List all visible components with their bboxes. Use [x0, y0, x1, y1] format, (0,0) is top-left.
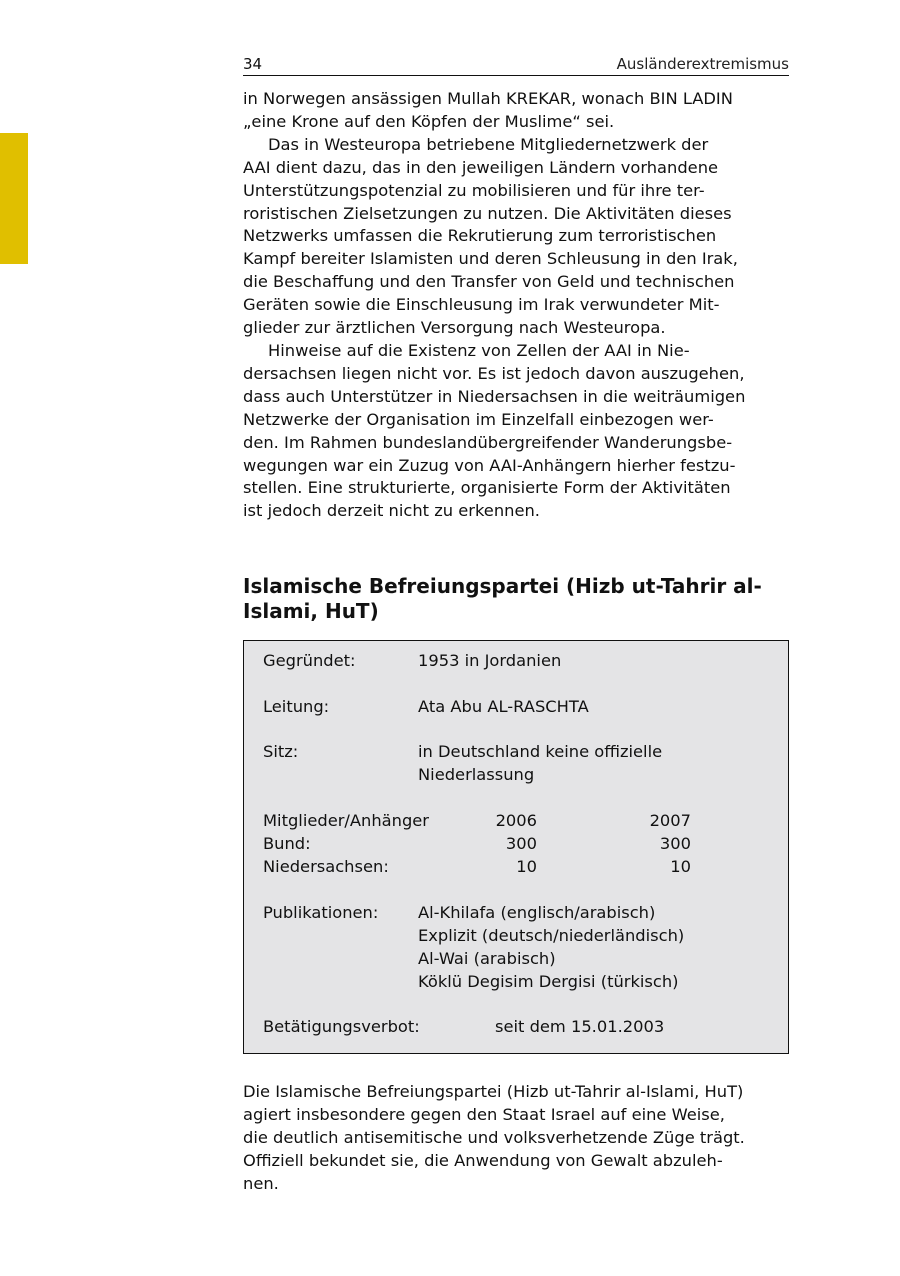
ban-label: Betätigungsverbot: — [263, 1017, 420, 1036]
running-title: Ausländerextremismus — [616, 55, 789, 73]
section-heading: Islamische Befreiungspartei (Hizb ut-Tahrir al- Islami, HuT) — [243, 574, 762, 623]
chapter-marker-tab — [0, 133, 28, 264]
leadership-value: Ata Abu AL-RASCHTA — [418, 697, 589, 716]
paragraph: in Norwegen ansässigen Mullah KREKAR, wonach BIN LADIN „eine Krone auf den Köpfen der Muslime“ sei. — [243, 89, 733, 131]
founded-label: Gegründet: — [263, 651, 356, 670]
members-row-value-2007: 300 — [659, 834, 691, 853]
founded-value: 1953 in Jordanien — [418, 651, 562, 670]
page-header — [243, 53, 789, 76]
members-row-value-2007: 10 — [670, 857, 691, 876]
members-row-value-2006: 10 — [516, 857, 537, 876]
members-year-2007: 2007 — [649, 811, 691, 830]
fact-box — [243, 640, 789, 1054]
outro-text — [243, 1081, 789, 1196]
members-row-value-2006: 300 — [505, 834, 537, 853]
members-label: Mitglieder/Anhänger — [263, 811, 430, 830]
seat-value: in Deutschland keine offizielle Niederlassung — [418, 742, 663, 784]
paragraph: Das in Westeuropa betriebene Mitgliedernetzwerk der AAI dient dazu, das in den jeweiligen Ländern vorhandene Unterstützungspotenzial zu mobilisieren und für ihre ter- roristischen Zielsetzungen zu nutzen. Die Aktivitäten dieses Netzwerks umfassen die Rekrutierung zum terroristischen Kampf bereiter Islamisten und deren Schleusung in den Irak, die Beschaffung und den Transfer von Geld und technischen Geräten sowie die Einschleusung im Irak verwundeter Mit- glieder zur ärztlichen Versorgung nach Westeuropa. — [243, 134, 738, 338]
publications-list: Al-Khilafa (englisch/arabisch) Explizit (deutsch/niederländisch) Al-Wai (arabisch) Köklü Degisim Dergisi (türkisch) — [418, 903, 685, 991]
publications-label: Publikationen: — [263, 903, 379, 922]
members-row-label: Niedersachsen: — [263, 857, 389, 876]
paragraph: Hinweise auf die Existenz von Zellen der AAI in Nie- dersachsen liegen nicht vor. Es ist jedoch davon auszugehen, dass auch Unterstützer in Niedersachsen in die weiträumigen Netzwerke der Organisation im Einzelfall einbezogen wer- den. Im Rahmen bundeslandübergreifender Wanderungsbe- wegungen war ein Zuzug von AAI-Anhängern hierher festzu- stellen. Eine strukturierte, organisierte Form der Aktivitäten ist jedoch derzeit nicht zu erkennen. — [243, 340, 746, 521]
paragraph: Die Islamische Befreiungspartei (Hizb ut-Tahrir al-Islami, HuT) agiert insbesondere gegen den Staat Israel auf eine Weise, die deutlich antisemitische und volksverhetzende Züge trägt. Offiziell bekundet sie, die Anwendung von Gewalt abzuleh- nen. — [243, 1082, 745, 1193]
ban-value: seit dem 15.01.2003 — [495, 1017, 665, 1036]
members-year-2006: 2006 — [495, 811, 537, 830]
members-row-label: Bund: — [263, 834, 311, 853]
seat-label: Sitz: — [263, 742, 299, 761]
leadership-label: Leitung: — [263, 697, 330, 716]
page-number: 34 — [243, 55, 263, 73]
intro-text — [243, 88, 789, 523]
